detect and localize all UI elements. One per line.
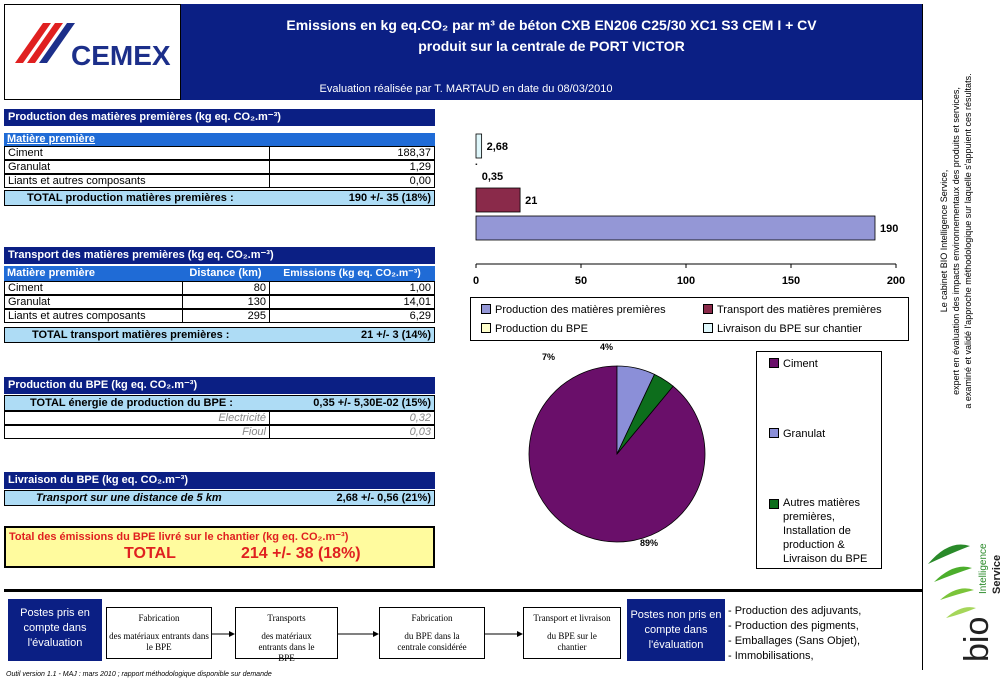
transport-col1: Matière première: [4, 266, 182, 281]
legend-item: [703, 304, 882, 316]
livraison-label: Transport sur une distance de 5 km: [4, 490, 294, 506]
flow-step-title: Transports: [267, 613, 306, 623]
transport-row-value: 1,00: [269, 281, 435, 295]
side-panel: [922, 4, 1005, 670]
production-total-value: 190 +/- 35 (18%): [304, 190, 435, 206]
pie-legend-item: [769, 428, 825, 440]
production-row-value: 188,37: [269, 146, 435, 160]
excluded-item: - Immobilisations,: [728, 650, 814, 662]
legend-swatch: [481, 323, 491, 333]
bpe-row-value: 0,32: [269, 411, 435, 425]
bpe-title: Production du BPE (kg eq. CO₂.m⁻³): [4, 377, 435, 394]
flow-step-desc: des matériaux entrants dans le BPE: [109, 631, 209, 652]
bar-data-label: 0,35: [481, 171, 504, 183]
side-validation-text: [938, 11, 992, 471]
bar-data-label: 190: [880, 223, 899, 235]
transport-row-distance: 80: [182, 281, 270, 295]
production-col-header: Matière première: [4, 133, 269, 146]
bar: [476, 188, 520, 212]
production-row-name: Liants et autres composants: [4, 174, 270, 188]
legend-swatch: [703, 304, 713, 314]
flow-step-title: Fabrication: [411, 613, 453, 623]
pie-legend-label: Granulat: [783, 428, 826, 440]
pie-legend-label: Autres matières premières, Installation de production & Livraison du BPE: [783, 497, 868, 565]
transport-title: Transport des matières premières (kg eq. CO₂.m⁻³): [4, 247, 435, 264]
transport-row-value: 6,29: [269, 309, 435, 323]
bar-data-label: 21: [525, 195, 538, 207]
legend-swatch: [481, 304, 491, 314]
flow-left-label: Postes pris en compte dans l'évaluation: [8, 599, 102, 661]
svg-text:Service: Service: [991, 554, 1003, 594]
flow-step-title: Transport et livraison: [533, 613, 611, 623]
production-row-name: Granulat: [4, 160, 270, 174]
production-row-value: 0,00: [269, 174, 435, 188]
transport-col2: Distance (km): [182, 266, 269, 281]
transport-row-name: Liants et autres composants: [4, 309, 183, 323]
legend-swatch: [769, 428, 779, 438]
x-tick-label: 100: [676, 275, 696, 287]
bpe-row-name: Fioul: [4, 425, 270, 439]
bar: [476, 134, 482, 158]
total-title: Total des émissions du BPE livré sur le chantier (kg eq. CO₂.m⁻³): [9, 531, 349, 543]
legend-item: [703, 323, 862, 335]
pie-legend-label: Ciment: [783, 358, 818, 370]
bar-legend: [470, 297, 909, 341]
legend-item: [481, 323, 588, 335]
transport-total-label: TOTAL transport matières premières :: [4, 327, 304, 343]
legend-label: Transport des matières premières: [717, 304, 882, 316]
x-tick-label: 200: [886, 275, 906, 287]
bpe-total-label: TOTAL énergie de production du BPE :: [4, 395, 294, 411]
excluded-item: - Emballages (Sans Objet),: [728, 635, 861, 647]
excluded-item: - Production des adjuvants,: [728, 605, 862, 617]
legend-label: Production des matières premières: [495, 304, 666, 316]
pie-legend: [756, 351, 882, 569]
bpe-row-name: Electricité: [4, 411, 270, 425]
flow-step: [106, 607, 212, 659]
svg-text:bio: bio: [958, 616, 996, 662]
side-text-line2: expert en évaluation des impacts environnementaux des produits et services,: [951, 87, 961, 395]
transport-row-distance: 295: [182, 309, 270, 323]
footer-note: Outil version 1.1 - MAJ : mars 2010 ; rapport méthodologique disponible sur demande: [6, 671, 272, 678]
legend-label: Livraison du BPE sur chantier: [717, 323, 862, 335]
transport-total-value: 21 +/- 3 (14%): [304, 327, 435, 343]
flow-excluded-list: [728, 604, 861, 664]
pie-legend-item: [769, 358, 818, 370]
pie-chart: [500, 340, 730, 560]
page-title-line2: produit sur la centrale de PORT VICTOR: [418, 38, 685, 54]
side-text-line1: Le cabinet BIO Intelligence Service,: [939, 169, 949, 313]
total-value: 214 +/- 38 (18%): [241, 545, 361, 562]
transport-row-distance: 130: [182, 295, 270, 309]
bar: [476, 216, 875, 240]
legend-swatch: [703, 323, 713, 333]
total-box: [4, 526, 435, 568]
pie-legend-item: [769, 496, 877, 566]
pie-data-label: 4%: [600, 342, 614, 352]
cemex-logo: [5, 5, 180, 99]
svg-text:Intelligence: Intelligence: [978, 543, 989, 594]
bar: [476, 164, 477, 165]
transport-row-name: Granulat: [4, 295, 183, 309]
x-tick-label: 0: [472, 275, 480, 287]
header-banner: [181, 4, 922, 100]
production-col-header-empty: [269, 133, 435, 146]
x-tick-label: 150: [781, 275, 801, 287]
flow-step-desc: du BPE dans la centrale considérée: [397, 631, 467, 652]
x-tick-label: 50: [574, 275, 588, 287]
legend-swatch: [769, 358, 779, 368]
pie-data-label: 7%: [542, 352, 556, 362]
livraison-title: Livraison du BPE (kg eq. CO₂.m⁻³): [4, 472, 435, 489]
page-title-line1: Emissions en kg eq.CO₂ par m³ de béton CXB EN206 C25/30 XC1 S3 CEM I + CV: [286, 17, 817, 33]
legend-label: Production du BPE: [495, 323, 588, 335]
logo-area: [4, 4, 181, 100]
bar-data-label: 2,68: [486, 141, 509, 153]
production-row-value: 1,29: [269, 160, 435, 174]
side-text-line3: a examiné et validé l'approche méthodologique sur laquelle s'appuient ces résultats.: [963, 73, 973, 409]
logo-text: CEMEX: [71, 40, 171, 71]
production-total-label: TOTAL production matières premières :: [4, 190, 304, 206]
bpe-row-value: 0,03: [269, 425, 435, 439]
transport-row-name: Ciment: [4, 281, 183, 295]
legend-item: [481, 304, 666, 316]
legend-swatch: [769, 499, 779, 509]
bpe-total-value: 0,35 +/- 5,30E-02 (15%): [294, 395, 435, 411]
flow-step-title: Fabrication: [138, 613, 180, 623]
total-label: TOTAL: [124, 545, 176, 562]
flow-right-label: Postes non pris en compte dans l'évaluation: [627, 599, 725, 661]
production-title: Production des matières premières (kg eq. CO₂.m⁻³): [4, 109, 435, 126]
excluded-item: - Production des pigments,: [728, 620, 859, 632]
flow-step-desc: des matériaux entrants dans le BPE: [258, 631, 315, 663]
transport-row-value: 14,01: [269, 295, 435, 309]
livraison-value: 2,68 +/- 0,56 (21%): [294, 490, 435, 506]
pie-data-label: 89%: [640, 538, 659, 548]
transport-col3: Emissions (kg eq. CO₂.m⁻³): [269, 266, 435, 281]
flow-step-desc: du BPE sur le chantier: [547, 631, 597, 652]
bar-chart: [460, 120, 910, 300]
evaluation-text: Evaluation réalisée par T. MARTAUD en date du 08/03/2010: [319, 83, 613, 95]
production-row-name: Ciment: [4, 146, 270, 160]
bio-logo: [924, 534, 1004, 664]
